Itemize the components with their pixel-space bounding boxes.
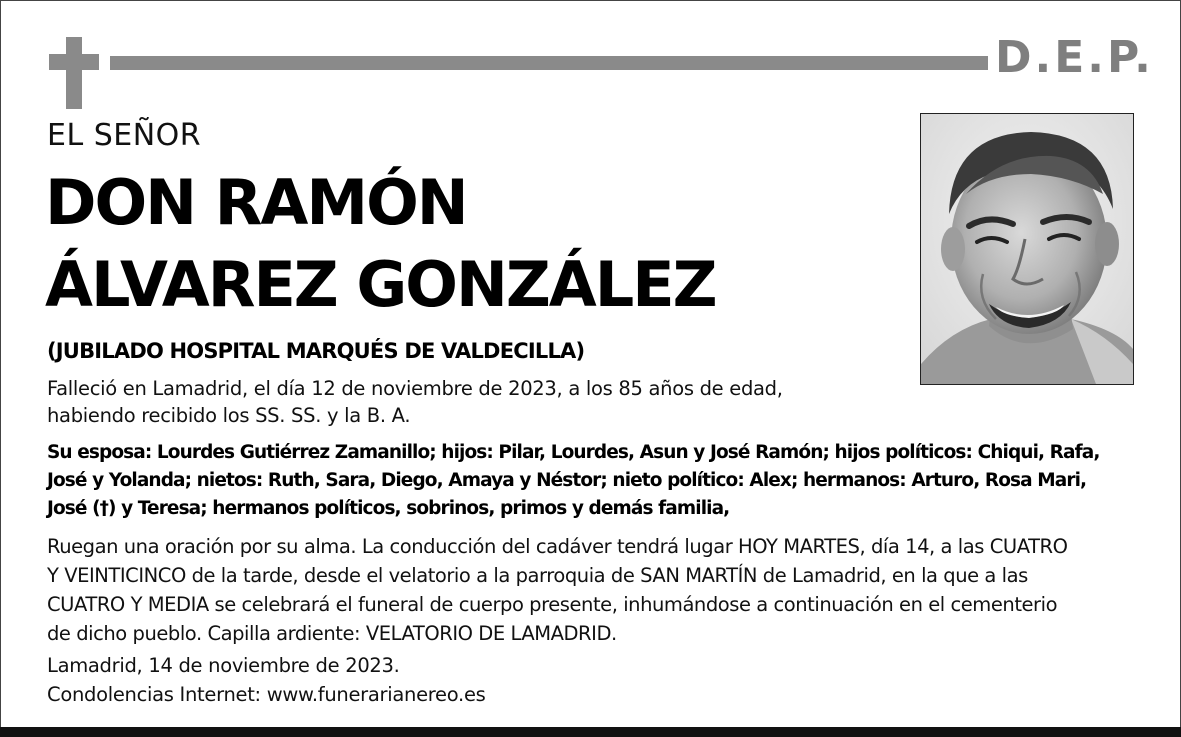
funeral-line: Ruegan una oración por su alma. La conducción del cadáver tendrá lugar HOY MARTES, día 14, a las CUATRO — [47, 535, 1068, 558]
bottom-bar — [0, 727, 1181, 737]
death-line: habiendo recibido los SS. SS. y la B. A. — [47, 404, 411, 427]
portrait-illustration — [921, 114, 1133, 384]
funeral-details — [47, 532, 1157, 648]
closing-info — [47, 651, 486, 709]
death-details — [47, 375, 847, 429]
occupation-subtitle: (JUBILADO HOSPITAL MARQUÉS DE VALDECILLA) — [47, 339, 585, 363]
family-line: José y Yolanda; nietos: Ruth, Sara, Diego, Amaya y Néstor; nieto político: Alex; hermanos: Arturo, Rosa Mari, — [47, 470, 1087, 491]
honorific: EL SEÑOR — [47, 118, 202, 153]
header-rule — [110, 56, 988, 70]
family-list — [47, 439, 1147, 523]
deceased-name-line-2: ÁLVAREZ GONZÁLEZ — [45, 248, 716, 321]
dep-label: D.E.P. — [995, 32, 1154, 83]
condolences-line: Condolencias Internet: www.funerarianereo.es — [47, 683, 486, 706]
portrait-photo — [920, 113, 1134, 385]
cross-icon — [49, 37, 99, 109]
family-line: Su esposa: Lourdes Gutiérrez Zamanillo; hijos: Pilar, Lourdes, Asun y José Ramón; hijos políticos: Chiqui, Rafa, — [47, 442, 1100, 463]
place-date: Lamadrid, 14 de noviembre de 2023. — [47, 654, 400, 677]
funeral-line: de dicho pueblo. Capilla ardiente: VELATORIO DE LAMADRID. — [47, 622, 617, 645]
family-line: José (†) y Teresa; hermanos políticos, sobrinos, primos y demás familia, — [47, 498, 730, 519]
funeral-line: CUATRO Y MEDIA se celebrará el funeral de cuerpo presente, inhumándose a continuación en el cementerio — [47, 593, 1058, 616]
deceased-name-line-1: DON RAMÓN — [45, 166, 467, 239]
death-line: Falleció en Lamadrid, el día 12 de noviembre de 2023, a los 85 años de edad, — [47, 377, 783, 400]
funeral-line: Y VEINTICINCO de la tarde, desde el velatorio a la parroquia de SAN MARTÍN de Lamadrid, en la que a las — [47, 564, 1028, 587]
